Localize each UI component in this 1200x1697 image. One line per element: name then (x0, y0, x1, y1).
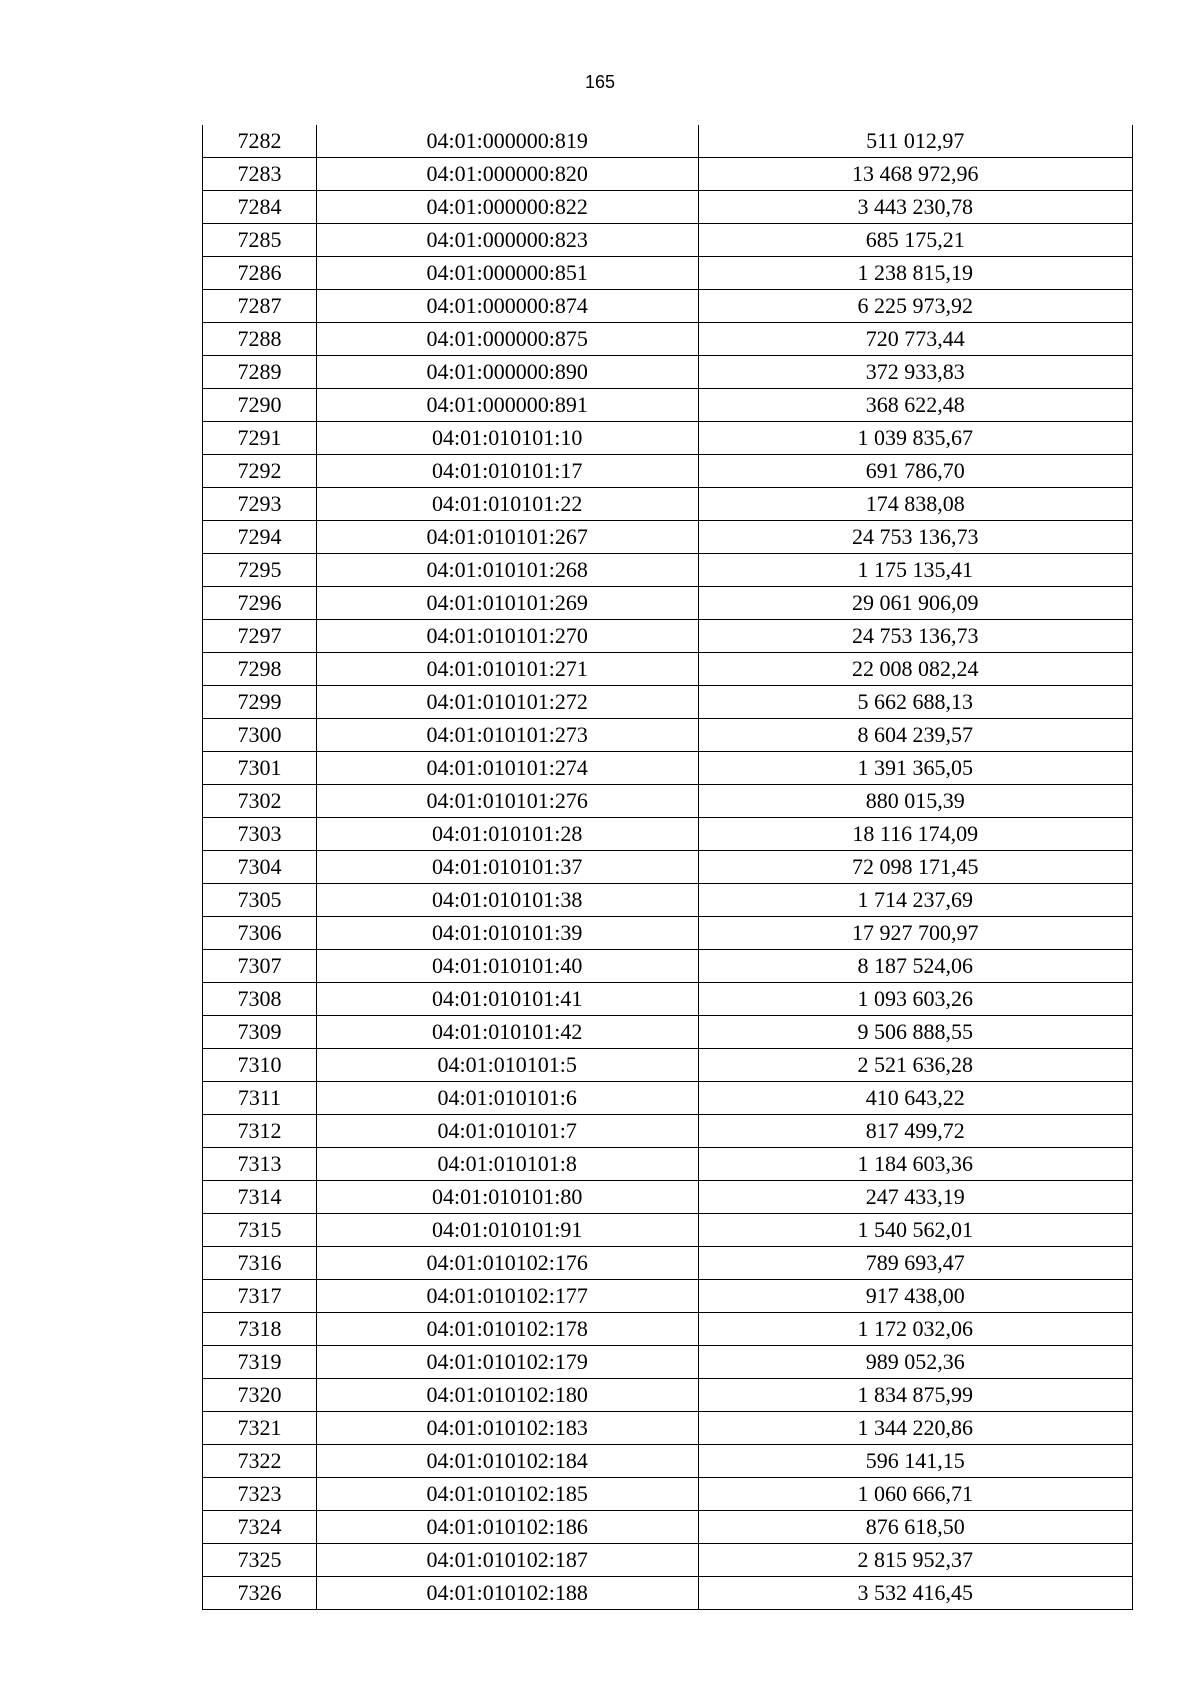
cadastral-value-cell: 3 443 230,78 (698, 191, 1132, 224)
cadastral-number-cell: 04:01:010102:179 (316, 1346, 698, 1379)
row-number-cell: 7324 (203, 1511, 317, 1544)
cadastral-number-cell: 04:01:010102:188 (316, 1577, 698, 1610)
cadastral-number-cell: 04:01:000000:874 (316, 290, 698, 323)
cadastral-number-cell: 04:01:010102:178 (316, 1313, 698, 1346)
cadastral-number-cell: 04:01:010101:38 (316, 884, 698, 917)
cadastral-number-cell: 04:01:000000:875 (316, 323, 698, 356)
cadastral-value-cell: 720 773,44 (698, 323, 1132, 356)
row-number-cell: 7315 (203, 1214, 317, 1247)
cadastral-value-cell: 789 693,47 (698, 1247, 1132, 1280)
table-row (203, 125, 1133, 158)
row-number-cell: 7297 (203, 620, 317, 653)
cadastral-number-cell: 04:01:010102:186 (316, 1511, 698, 1544)
table-row (203, 950, 1133, 983)
row-number-cell: 7294 (203, 521, 317, 554)
cadastral-value-cell: 596 141,15 (698, 1445, 1132, 1478)
row-number-cell: 7326 (203, 1577, 317, 1610)
row-number-cell: 7296 (203, 587, 317, 620)
cadastral-number-cell: 04:01:010102:176 (316, 1247, 698, 1280)
row-number-cell: 7292 (203, 455, 317, 488)
row-number-cell: 7305 (203, 884, 317, 917)
row-number-cell: 7307 (203, 950, 317, 983)
table-row (203, 1049, 1133, 1082)
page-number: 165 (584, 72, 616, 92)
cadastral-number-cell: 04:01:010101:276 (316, 785, 698, 818)
row-number-cell: 7291 (203, 422, 317, 455)
cadastral-number-cell: 04:01:010102:185 (316, 1478, 698, 1511)
cadastral-number-cell: 04:01:000000:822 (316, 191, 698, 224)
cadastral-number-cell: 04:01:000000:890 (316, 356, 698, 389)
cadastral-number-cell: 04:01:010101:8 (316, 1148, 698, 1181)
cadastral-number-cell: 04:01:010101:272 (316, 686, 698, 719)
cadastral-value-cell: 24 753 136,73 (698, 620, 1132, 653)
table-row (203, 1214, 1133, 1247)
table-row (203, 653, 1133, 686)
table-row (203, 686, 1133, 719)
table-row (203, 1016, 1133, 1049)
table-row (203, 1346, 1133, 1379)
row-number-cell: 7288 (203, 323, 317, 356)
table-row (203, 158, 1133, 191)
row-number-cell: 7319 (203, 1346, 317, 1379)
table-row (203, 422, 1133, 455)
cadastral-value-cell: 880 015,39 (698, 785, 1132, 818)
table-row (203, 389, 1133, 422)
table-row (203, 1412, 1133, 1445)
row-number-cell: 7301 (203, 752, 317, 785)
row-number-cell: 7298 (203, 653, 317, 686)
cadastral-value-cell: 9 506 888,55 (698, 1016, 1132, 1049)
row-number-cell: 7317 (203, 1280, 317, 1313)
row-number-cell: 7314 (203, 1181, 317, 1214)
cadastral-value-cell: 18 116 174,09 (698, 818, 1132, 851)
table-row (203, 818, 1133, 851)
cadastral-value-cell: 174 838,08 (698, 488, 1132, 521)
cadastral-value-cell: 17 927 700,97 (698, 917, 1132, 950)
cadastral-value-cell: 1 834 875,99 (698, 1379, 1132, 1412)
table-row (203, 1115, 1133, 1148)
table-row (203, 356, 1133, 389)
cadastral-number-cell: 04:01:000000:851 (316, 257, 698, 290)
table-row (203, 521, 1133, 554)
cadastral-number-cell: 04:01:010101:267 (316, 521, 698, 554)
cadastral-value-table (202, 125, 1133, 1610)
cadastral-value-cell: 22 008 082,24 (698, 653, 1132, 686)
table-row (203, 719, 1133, 752)
cadastral-value-cell: 817 499,72 (698, 1115, 1132, 1148)
row-number-cell: 7293 (203, 488, 317, 521)
row-number-cell: 7300 (203, 719, 317, 752)
cadastral-number-cell: 04:01:010101:274 (316, 752, 698, 785)
cadastral-value-cell: 8 604 239,57 (698, 719, 1132, 752)
cadastral-number-cell: 04:01:010101:5 (316, 1049, 698, 1082)
cadastral-value-cell: 5 662 688,13 (698, 686, 1132, 719)
cadastral-value-cell: 1 175 135,41 (698, 554, 1132, 587)
cadastral-value-cell: 6 225 973,92 (698, 290, 1132, 323)
cadastral-value-cell: 1 238 815,19 (698, 257, 1132, 290)
table-row (203, 1544, 1133, 1577)
cadastral-number-cell: 04:01:010101:80 (316, 1181, 698, 1214)
cadastral-number-cell: 04:01:010101:91 (316, 1214, 698, 1247)
table-row (203, 1148, 1133, 1181)
row-number-cell: 7309 (203, 1016, 317, 1049)
row-number-cell: 7313 (203, 1148, 317, 1181)
cadastral-number-cell: 04:01:010101:10 (316, 422, 698, 455)
row-number-cell: 7312 (203, 1115, 317, 1148)
table-row (203, 983, 1133, 1016)
cadastral-value-cell: 247 433,19 (698, 1181, 1132, 1214)
cadastral-value-cell: 372 933,83 (698, 356, 1132, 389)
row-number-cell: 7303 (203, 818, 317, 851)
table-row (203, 1577, 1133, 1610)
table-row (203, 884, 1133, 917)
row-number-cell: 7286 (203, 257, 317, 290)
cadastral-number-cell: 04:01:010101:273 (316, 719, 698, 752)
cadastral-number-cell: 04:01:010101:17 (316, 455, 698, 488)
table-row (203, 752, 1133, 785)
table-row (203, 917, 1133, 950)
table-row (203, 1511, 1133, 1544)
table-row (203, 1082, 1133, 1115)
cadastral-number-cell: 04:01:010101:22 (316, 488, 698, 521)
row-number-cell: 7304 (203, 851, 317, 884)
row-number-cell: 7299 (203, 686, 317, 719)
cadastral-number-cell: 04:01:010101:39 (316, 917, 698, 950)
cadastral-number-cell: 04:01:010102:187 (316, 1544, 698, 1577)
row-number-cell: 7308 (203, 983, 317, 1016)
cadastral-number-cell: 04:01:010101:269 (316, 587, 698, 620)
cadastral-number-cell: 04:01:010101:41 (316, 983, 698, 1016)
cadastral-value-cell: 410 643,22 (698, 1082, 1132, 1115)
table-row (203, 1445, 1133, 1478)
row-number-cell: 7325 (203, 1544, 317, 1577)
row-number-cell: 7302 (203, 785, 317, 818)
table-row (203, 1379, 1133, 1412)
cadastral-value-cell: 691 786,70 (698, 455, 1132, 488)
row-number-cell: 7289 (203, 356, 317, 389)
cadastral-number-cell: 04:01:010101:270 (316, 620, 698, 653)
cadastral-value-cell: 1 344 220,86 (698, 1412, 1132, 1445)
cadastral-number-cell: 04:01:010101:42 (316, 1016, 698, 1049)
table-row (203, 191, 1133, 224)
cadastral-number-cell: 04:01:010102:184 (316, 1445, 698, 1478)
cadastral-value-cell: 1 714 237,69 (698, 884, 1132, 917)
table-row (203, 785, 1133, 818)
cadastral-value-cell: 1 093 603,26 (698, 983, 1132, 1016)
cadastral-number-cell: 04:01:000000:891 (316, 389, 698, 422)
row-number-cell: 7316 (203, 1247, 317, 1280)
cadastral-value-cell: 511 012,97 (698, 125, 1132, 158)
cadastral-number-cell: 04:01:010101:6 (316, 1082, 698, 1115)
cadastral-value-cell: 3 532 416,45 (698, 1577, 1132, 1610)
table-row (203, 1247, 1133, 1280)
table-row (203, 1280, 1133, 1313)
row-number-cell: 7311 (203, 1082, 317, 1115)
cadastral-value-cell: 1 039 835,67 (698, 422, 1132, 455)
cadastral-number-cell: 04:01:010101:271 (316, 653, 698, 686)
table-body (203, 125, 1133, 1610)
row-number-cell: 7323 (203, 1478, 317, 1511)
cadastral-value-cell: 989 052,36 (698, 1346, 1132, 1379)
row-number-cell: 7295 (203, 554, 317, 587)
row-number-cell: 7322 (203, 1445, 317, 1478)
cadastral-value-cell: 1 060 666,71 (698, 1478, 1132, 1511)
table-row (203, 620, 1133, 653)
cadastral-value-cell: 1 391 365,05 (698, 752, 1132, 785)
cadastral-number-cell: 04:01:010101:7 (316, 1115, 698, 1148)
table-row (203, 257, 1133, 290)
table-row (203, 224, 1133, 257)
cadastral-number-cell: 04:01:010102:180 (316, 1379, 698, 1412)
row-number-cell: 7320 (203, 1379, 317, 1412)
cadastral-number-cell: 04:01:010101:40 (316, 950, 698, 983)
row-number-cell: 7290 (203, 389, 317, 422)
cadastral-value-cell: 24 753 136,73 (698, 521, 1132, 554)
row-number-cell: 7321 (203, 1412, 317, 1445)
table-row (203, 1478, 1133, 1511)
table-row (203, 323, 1133, 356)
row-number-cell: 7287 (203, 290, 317, 323)
table-row (203, 290, 1133, 323)
cadastral-number-cell: 04:01:000000:823 (316, 224, 698, 257)
cadastral-value-cell: 368 622,48 (698, 389, 1132, 422)
cadastral-number-cell: 04:01:010101:28 (316, 818, 698, 851)
row-number-cell: 7283 (203, 158, 317, 191)
cadastral-value-cell: 1 172 032,06 (698, 1313, 1132, 1346)
cadastral-number-cell: 04:01:000000:820 (316, 158, 698, 191)
cadastral-value-cell: 1 540 562,01 (698, 1214, 1132, 1247)
row-number-cell: 7318 (203, 1313, 317, 1346)
row-number-cell: 7306 (203, 917, 317, 950)
row-number-cell: 7284 (203, 191, 317, 224)
table-row (203, 1313, 1133, 1346)
row-number-cell: 7285 (203, 224, 317, 257)
cadastral-number-cell: 04:01:000000:819 (316, 125, 698, 158)
cadastral-value-cell: 2 815 952,37 (698, 1544, 1132, 1577)
cadastral-value-cell: 2 521 636,28 (698, 1049, 1132, 1082)
cadastral-value-cell: 917 438,00 (698, 1280, 1132, 1313)
cadastral-value-cell: 29 061 906,09 (698, 587, 1132, 620)
cadastral-number-cell: 04:01:010101:268 (316, 554, 698, 587)
table-row (203, 1181, 1133, 1214)
table-row (203, 554, 1133, 587)
table-row (203, 488, 1133, 521)
table-row (203, 851, 1133, 884)
cadastral-value-cell: 876 618,50 (698, 1511, 1132, 1544)
table-row (203, 455, 1133, 488)
row-number-cell: 7282 (203, 125, 317, 158)
cadastral-number-cell: 04:01:010102:177 (316, 1280, 698, 1313)
cadastral-value-cell: 8 187 524,06 (698, 950, 1132, 983)
cadastral-value-cell: 685 175,21 (698, 224, 1132, 257)
row-number-cell: 7310 (203, 1049, 317, 1082)
cadastral-value-cell: 72 098 171,45 (698, 851, 1132, 884)
cadastral-number-cell: 04:01:010101:37 (316, 851, 698, 884)
cadastral-value-cell: 1 184 603,36 (698, 1148, 1132, 1181)
cadastral-value-cell: 13 468 972,96 (698, 158, 1132, 191)
cadastral-number-cell: 04:01:010102:183 (316, 1412, 698, 1445)
table-row (203, 587, 1133, 620)
